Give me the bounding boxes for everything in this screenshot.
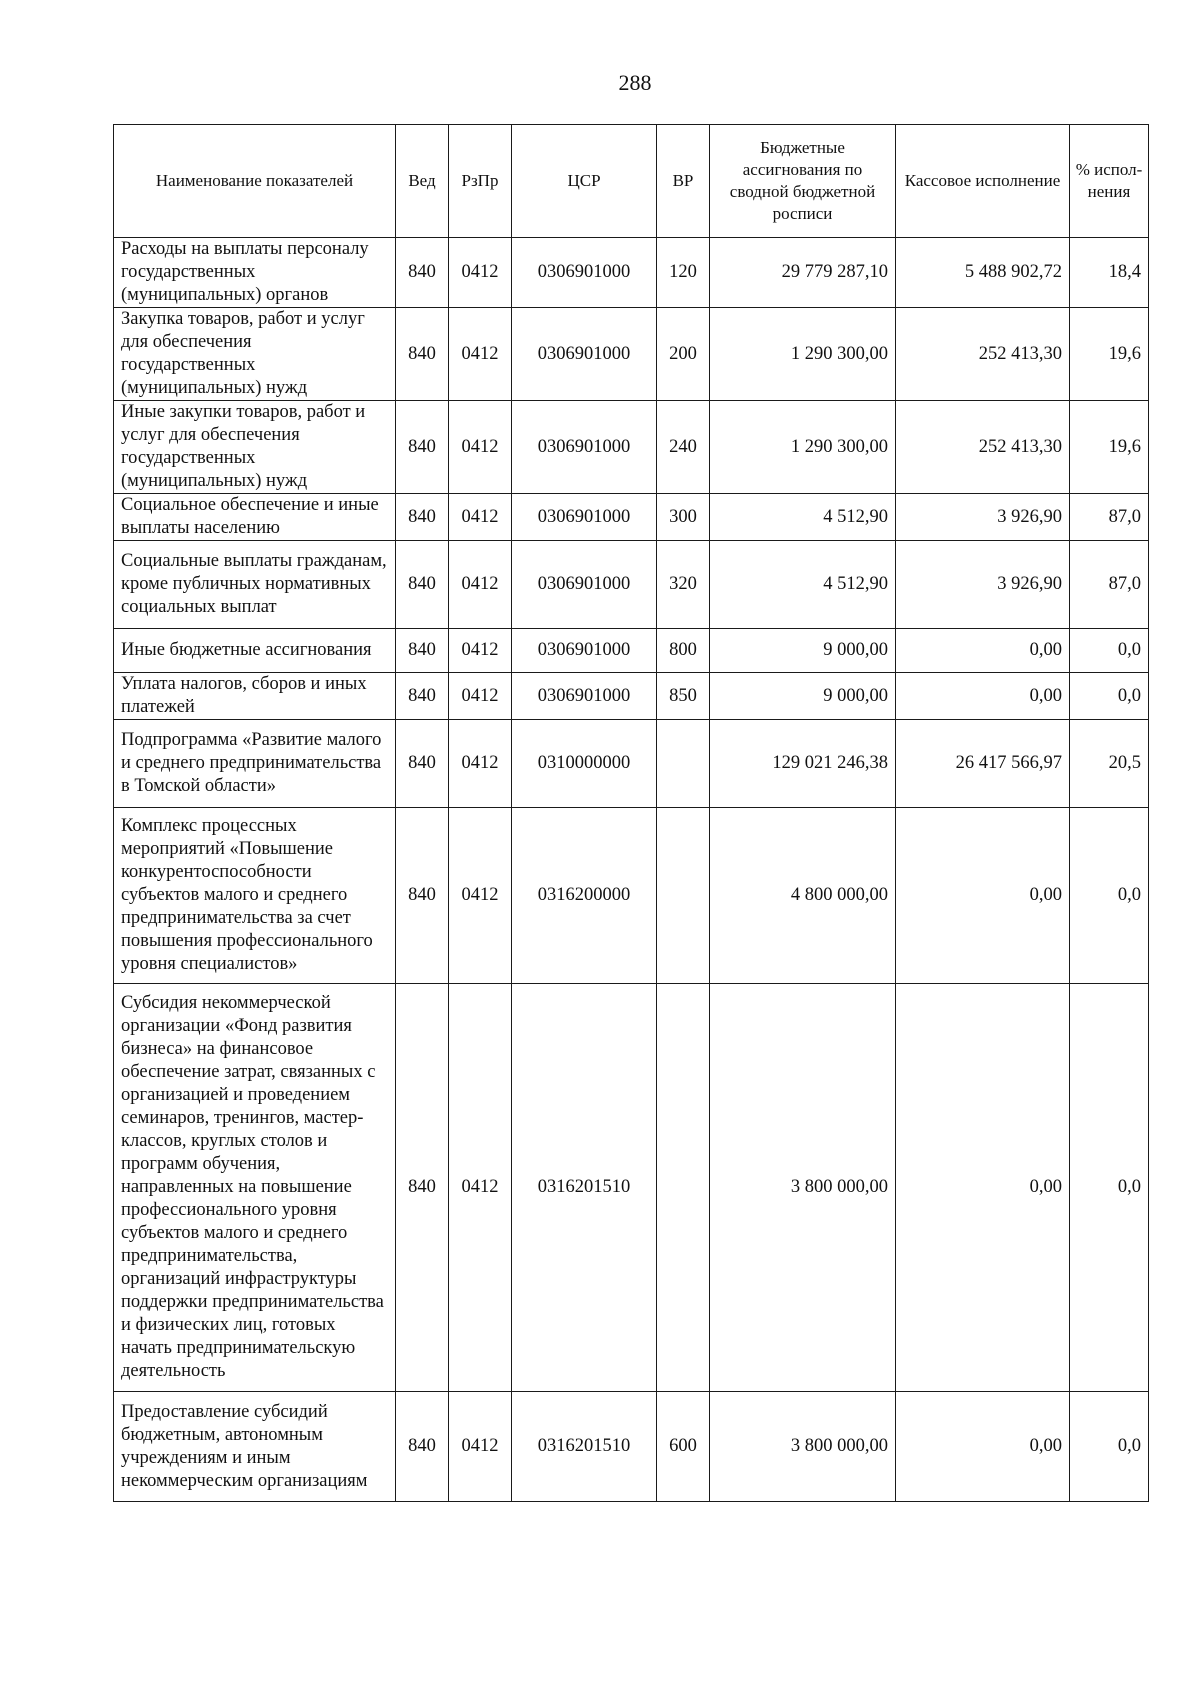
header-csr: ЦСР	[512, 125, 657, 238]
cell-name: Уплата налогов, сборов и иных платежей	[114, 673, 396, 720]
cell-execution: 0,00	[896, 808, 1070, 984]
cell-allocations: 3 800 000,00	[710, 984, 896, 1392]
cell-allocations: 9 000,00	[710, 673, 896, 720]
cell-rzpr: 0412	[449, 401, 512, 494]
header-vr: ВР	[657, 125, 710, 238]
cell-percent: 19,6	[1070, 308, 1149, 401]
cell-allocations: 1 290 300,00	[710, 401, 896, 494]
cell-allocations: 9 000,00	[710, 629, 896, 673]
cell-vr: 800	[657, 629, 710, 673]
cell-vr: 240	[657, 401, 710, 494]
cell-vr: 850	[657, 673, 710, 720]
table-row	[114, 673, 1149, 720]
table-body	[114, 238, 1149, 1502]
cell-ved: 840	[396, 984, 449, 1392]
cell-rzpr: 0412	[449, 541, 512, 629]
cell-percent: 0,0	[1070, 673, 1149, 720]
cell-percent: 18,4	[1070, 238, 1149, 308]
budget-table	[113, 124, 1149, 1502]
cell-vr: 120	[657, 238, 710, 308]
cell-vr: 320	[657, 541, 710, 629]
cell-name: Закупка товаров, работ и услуг для обеспечения государственных (муниципальных) нужд	[114, 308, 396, 401]
header-allocations: Бюджетные ассигнования по сводной бюджетной росписи	[710, 125, 896, 238]
cell-name: Иные бюджетные ассигнования	[114, 629, 396, 673]
cell-rzpr: 0412	[449, 629, 512, 673]
cell-allocations: 4 512,90	[710, 494, 896, 541]
cell-allocations: 129 021 246,38	[710, 720, 896, 808]
cell-csr: 0306901000	[512, 238, 657, 308]
cell-percent: 87,0	[1070, 494, 1149, 541]
cell-execution: 3 926,90	[896, 494, 1070, 541]
cell-csr: 0310000000	[512, 720, 657, 808]
cell-execution: 0,00	[896, 673, 1070, 720]
cell-csr: 0316200000	[512, 808, 657, 984]
table-header-row	[114, 125, 1149, 238]
cell-ved: 840	[396, 629, 449, 673]
table-row	[114, 1392, 1149, 1502]
cell-name: Субсидия некоммерческой организации «Фонд развития бизнеса» на финансовое обеспечение затрат, связанных с организацией и проведением семинаров, тренингов, мастер-классов, круглых столов и программ обучения, направленных на повышение профессионального уровня субъектов малого и среднего предпринимательства, организаций инфраструктуры поддержки предпринимательства и физических лиц, готовых начать предпринимательскую деятельность	[114, 984, 396, 1392]
cell-name: Расходы на выплаты персоналу государственных (муниципальных) органов	[114, 238, 396, 308]
header-ved: Вед	[396, 125, 449, 238]
cell-execution: 0,00	[896, 629, 1070, 673]
cell-name: Социальные выплаты гражданам, кроме публичных нормативных социальных выплат	[114, 541, 396, 629]
table-row	[114, 308, 1149, 401]
cell-percent: 0,0	[1070, 629, 1149, 673]
cell-execution: 3 926,90	[896, 541, 1070, 629]
header-rzpr: РзПр	[449, 125, 512, 238]
table-row	[114, 808, 1149, 984]
table-row	[114, 494, 1149, 541]
cell-name: Социальное обеспечение и иные выплаты населению	[114, 494, 396, 541]
cell-rzpr: 0412	[449, 238, 512, 308]
cell-vr	[657, 984, 710, 1392]
cell-csr: 0306901000	[512, 629, 657, 673]
header-name: Наименование показателей	[114, 125, 396, 238]
cell-execution: 252 413,30	[896, 308, 1070, 401]
cell-execution: 0,00	[896, 1392, 1070, 1502]
cell-csr: 0306901000	[512, 673, 657, 720]
cell-name: Предоставление субсидий бюджетным, автономным учреждениям и иным некоммерческим организациям	[114, 1392, 396, 1502]
cell-csr: 0306901000	[512, 541, 657, 629]
cell-vr: 200	[657, 308, 710, 401]
cell-vr	[657, 720, 710, 808]
cell-execution: 252 413,30	[896, 401, 1070, 494]
cell-name: Комплекс процессных мероприятий «Повышение конкурентоспособности субъектов малого и среднего предпринимательства за счет повышения профессионального уровня специалистов»	[114, 808, 396, 984]
cell-rzpr: 0412	[449, 1392, 512, 1502]
cell-ved: 840	[396, 401, 449, 494]
table-row	[114, 984, 1149, 1392]
cell-percent: 87,0	[1070, 541, 1149, 629]
cell-vr: 600	[657, 1392, 710, 1502]
cell-ved: 840	[396, 808, 449, 984]
page-number: 288	[618, 70, 652, 95]
cell-name: Иные закупки товаров, работ и услуг для обеспечения государственных (муниципальных) нужд	[114, 401, 396, 494]
cell-csr: 0306901000	[512, 494, 657, 541]
cell-percent: 19,6	[1070, 401, 1149, 494]
cell-csr: 0316201510	[512, 1392, 657, 1502]
cell-vr	[657, 808, 710, 984]
cell-execution: 5 488 902,72	[896, 238, 1070, 308]
cell-execution: 0,00	[896, 984, 1070, 1392]
cell-rzpr: 0412	[449, 673, 512, 720]
cell-rzpr: 0412	[449, 720, 512, 808]
table-row	[114, 238, 1149, 308]
cell-rzpr: 0412	[449, 984, 512, 1392]
cell-execution: 26 417 566,97	[896, 720, 1070, 808]
cell-ved: 840	[396, 238, 449, 308]
cell-rzpr: 0412	[449, 808, 512, 984]
cell-rzpr: 0412	[449, 494, 512, 541]
table-row	[114, 541, 1149, 629]
table-row	[114, 401, 1149, 494]
cell-percent: 0,0	[1070, 808, 1149, 984]
cell-name: Подпрограмма «Развитие малого и среднего предпринимательства в Томской области»	[114, 720, 396, 808]
cell-rzpr: 0412	[449, 308, 512, 401]
cell-allocations: 1 290 300,00	[710, 308, 896, 401]
cell-allocations: 3 800 000,00	[710, 1392, 896, 1502]
header-percent: % испол-нения	[1070, 125, 1149, 238]
table-row	[114, 629, 1149, 673]
cell-csr: 0316201510	[512, 984, 657, 1392]
cell-ved: 840	[396, 541, 449, 629]
cell-ved: 840	[396, 720, 449, 808]
header-execution: Кассовое исполнение	[896, 125, 1070, 238]
cell-allocations: 4 512,90	[710, 541, 896, 629]
cell-allocations: 4 800 000,00	[710, 808, 896, 984]
cell-ved: 840	[396, 1392, 449, 1502]
cell-ved: 840	[396, 308, 449, 401]
cell-ved: 840	[396, 673, 449, 720]
cell-percent: 0,0	[1070, 1392, 1149, 1502]
cell-percent: 0,0	[1070, 984, 1149, 1392]
cell-csr: 0306901000	[512, 401, 657, 494]
cell-vr: 300	[657, 494, 710, 541]
cell-ved: 840	[396, 494, 449, 541]
cell-percent: 20,5	[1070, 720, 1149, 808]
table-row	[114, 720, 1149, 808]
cell-allocations: 29 779 287,10	[710, 238, 896, 308]
cell-csr: 0306901000	[512, 308, 657, 401]
